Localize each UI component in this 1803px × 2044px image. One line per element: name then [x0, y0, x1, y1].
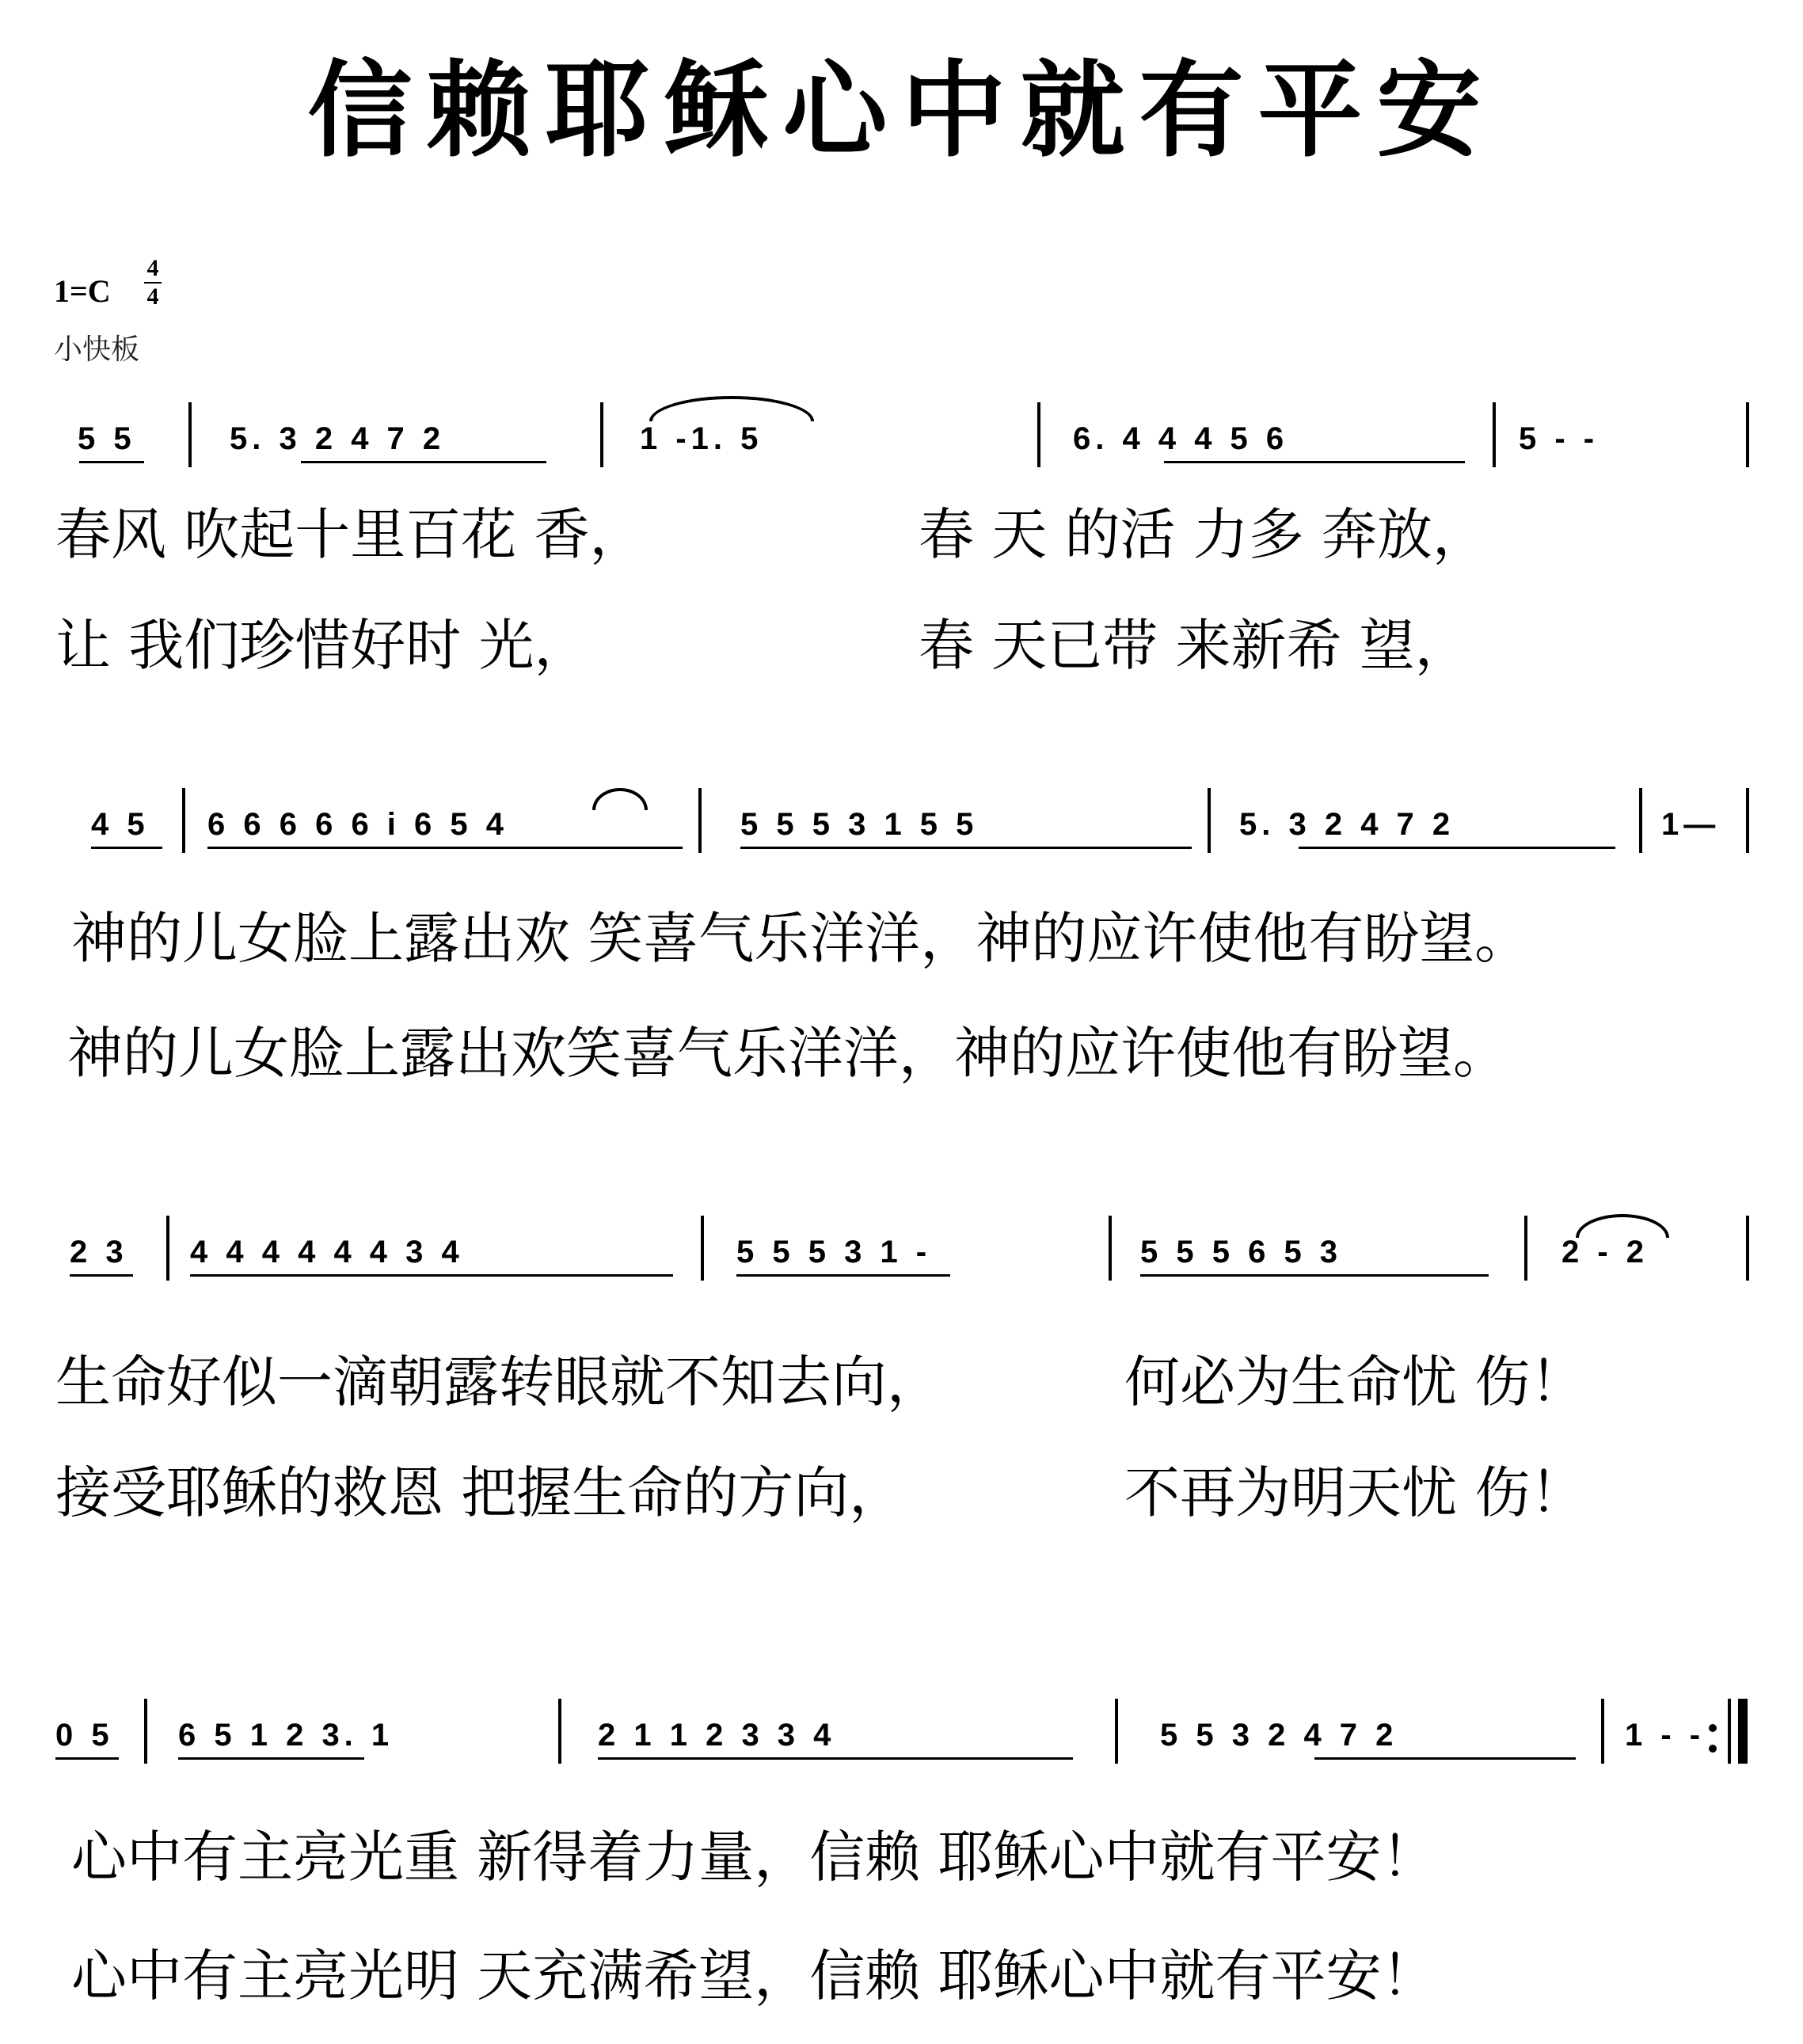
staff-system-1: [0, 402, 1803, 482]
barline: [698, 788, 702, 853]
underline: [70, 1274, 133, 1277]
measure: 2 1 1 2 3 3 4: [598, 1718, 836, 1753]
measure: 5 5: [78, 421, 136, 456]
measure: 2 - 2: [1561, 1235, 1649, 1269]
measure: 5 5 3 2 4 7 2: [1160, 1718, 1398, 1753]
lyric-line: 春风 吹起十里百花 香，: [55, 502, 645, 567]
measure: 5 5 5 6 5 3: [1140, 1235, 1343, 1269]
song-title: 信赖耶稣心中就有平安: [307, 49, 1496, 172]
barline: [1746, 788, 1749, 853]
lyric-line: 春 天 的活 力多 奔放，: [919, 502, 1489, 567]
measure: 0 5: [55, 1718, 114, 1753]
lyric-line: 心中有主亮光明 天充满希望，信赖 耶稣心中就有平安！: [71, 1943, 1437, 2008]
barline: [1728, 1699, 1731, 1764]
staff-system-4: [0, 1699, 1803, 1778]
underline: [91, 847, 162, 849]
repeat-dot: [1709, 1724, 1717, 1732]
underline: [190, 1274, 673, 1277]
barline: [701, 1216, 704, 1281]
barline: [1746, 1216, 1749, 1281]
measure: 5. 3 2 4 7 2: [230, 421, 446, 456]
underline: [178, 1757, 364, 1760]
lyric-line: 神的儿女脸上露出欢 笑喜气乐洋洋，神的应许使他有盼望。: [71, 906, 1531, 971]
lyric-line: 神的儿女脸上露出欢笑喜气乐洋洋，神的应许使他有盼望。: [67, 1021, 1508, 1086]
barline: [1208, 788, 1211, 853]
final-barline: [1738, 1699, 1748, 1764]
barline: [1524, 1216, 1527, 1281]
lyric-line: 春 天已带 来新希 望，: [919, 613, 1470, 678]
measure: 5 5 5 3 1 -: [736, 1235, 932, 1269]
key-label: 1=C: [54, 273, 111, 309]
barline: [558, 1699, 561, 1764]
lyric-line: 心中有主亮光重 新得着力量，信赖 耶稣心中就有平安！: [71, 1825, 1437, 1890]
underline: [736, 1274, 950, 1277]
underline: [1314, 1757, 1576, 1760]
barline: [144, 1699, 147, 1764]
barline: [1115, 1699, 1118, 1764]
barline: [1037, 402, 1040, 467]
underline: [79, 461, 144, 463]
time-top: 4: [146, 255, 159, 281]
measure: 4 5: [91, 807, 150, 842]
measure: 6. 4 4 4 5 6: [1073, 421, 1289, 456]
time-signature: [144, 255, 162, 310]
barline: [1109, 1216, 1112, 1281]
underline: [598, 1757, 1073, 1760]
lyric-line: 不再为明天忧 伤！: [1124, 1460, 1586, 1525]
underline: [1164, 461, 1465, 463]
lyric-line: 接受耶稣的救恩 把握生命的方向，: [55, 1460, 905, 1525]
staff-system-3: [0, 1216, 1803, 1295]
tempo-marking: 小快板: [54, 333, 140, 366]
barline: [1493, 402, 1496, 467]
measure: 5 - -: [1519, 421, 1599, 456]
measure: 5 5 5 3 1 5 5: [740, 807, 979, 842]
measure: 2 3: [70, 1235, 128, 1269]
tie: [649, 396, 814, 421]
underline: [207, 847, 683, 849]
measure: 6 5 1 2 3. 1: [178, 1718, 394, 1753]
key-signature: [54, 273, 111, 309]
time-bottom: 4: [146, 284, 159, 310]
repeat-dot: [1709, 1745, 1717, 1753]
lyric-line: 生命好似一滴朝露转眼就不知去向，: [55, 1349, 942, 1414]
barline: [182, 788, 185, 853]
measure: 1 - -: [1625, 1718, 1706, 1753]
underline: [1140, 1274, 1489, 1277]
tie: [592, 788, 648, 810]
measure: 5. 3 2 4 7 2: [1239, 807, 1455, 842]
barline: [188, 402, 192, 467]
lyric-line: 让 我们珍惜好时 光，: [55, 613, 590, 678]
barline: [1639, 788, 1642, 853]
underline: [301, 461, 546, 463]
barline: [1746, 402, 1749, 467]
underline: [1299, 847, 1615, 849]
barline: [1601, 1699, 1604, 1764]
barline: [166, 1216, 169, 1281]
underline: [55, 1757, 119, 1760]
measure: 1—: [1661, 807, 1721, 842]
barline: [600, 402, 603, 467]
measure: 4 4 4 4 4 4 3 4: [190, 1235, 464, 1269]
underline: [740, 847, 1192, 849]
lyric-line: 何必为生命忧 伤！: [1124, 1349, 1586, 1414]
measure: 1 -1. 5: [640, 421, 763, 456]
measure: 6 6 6 6 6 i 6 5 4: [207, 807, 508, 842]
staff-system-2: [0, 788, 1803, 867]
